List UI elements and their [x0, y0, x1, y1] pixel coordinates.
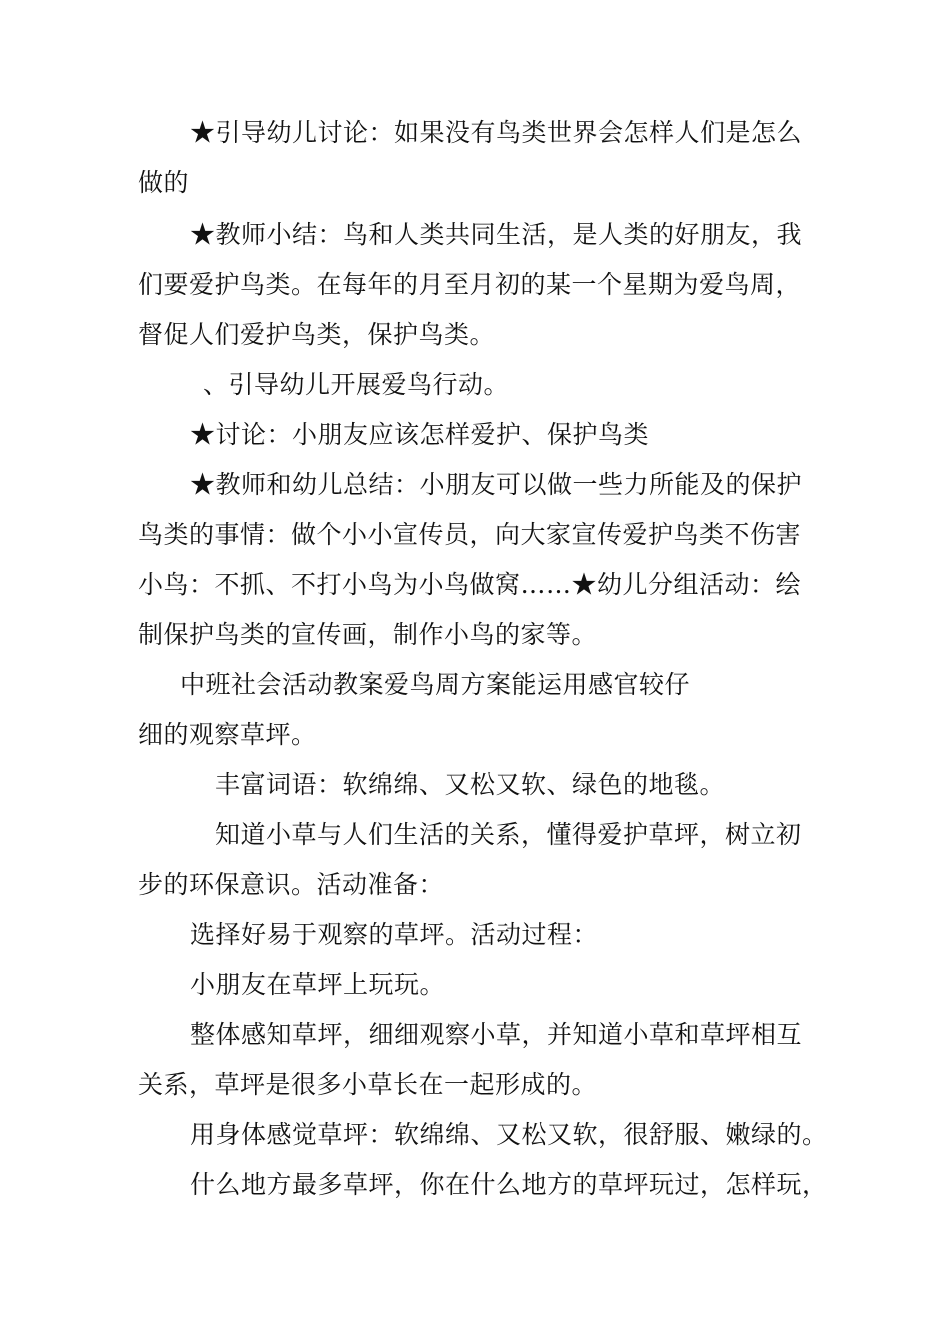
- text-line: ★教师小结：鸟和人类共同生活，是人类的好朋友，我: [190, 220, 803, 249]
- text-line: 关系，草坪是很多小草长在一起形成的。: [138, 1070, 598, 1099]
- text-line: 制保护鸟类的宣传画，制作小鸟的家等。: [138, 620, 598, 649]
- text-line: 督促人们爱护鸟类，保护鸟类。: [138, 320, 496, 349]
- text-line: 、引导幼儿开展爱鸟行动。: [203, 370, 510, 399]
- text-line: 丰富词语：软绵绵、又松又软、绿色的地毯。: [215, 770, 726, 799]
- text-line: 小朋友在草坪上玩玩。: [190, 970, 446, 999]
- text-line: 细的观察草坪。: [138, 720, 317, 749]
- text-line: 步的环保意识。活动准备：: [138, 870, 445, 899]
- text-line: 中班社会活动教案爱鸟周方案能运用感官较仔: [180, 670, 691, 699]
- text-line: 用身体感觉草坪：软绵绵、又松又软，很舒服、嫩绿的。: [190, 1120, 828, 1149]
- text-line: 整体感知草坪，细细观察小草，并知道小草和草坪相互: [190, 1020, 803, 1049]
- text-line: 做的: [138, 168, 190, 197]
- text-line: 们要爱护鸟类。在每年的月至月初的某一个星期为爱鸟周，: [138, 270, 802, 299]
- text-line: 什么地方最多草坪，你在什么地方的草坪玩过，怎样玩，: [190, 1170, 828, 1199]
- text-line: ★教师和幼儿总结：小朋友可以做一些力所能及的保护: [190, 470, 803, 499]
- text-line: 知道小草与人们生活的关系，懂得爱护草坪，树立初: [215, 820, 802, 849]
- text-line: ★引导幼儿讨论：如果没有鸟类世界会怎样人们是怎么: [190, 118, 803, 147]
- text-line: 小鸟：不抓、不打小鸟为小鸟做窝……★幼儿分组活动：绘: [138, 570, 802, 599]
- text-line: 鸟类的事情：做个小小宣传员，向大家宣传爱护鸟类不伤害: [138, 520, 802, 549]
- text-line: ★讨论：小朋友应该怎样爱护、保护鸟类: [190, 420, 650, 449]
- text-line: 选择好易于观察的草坪。活动过程：: [190, 920, 599, 949]
